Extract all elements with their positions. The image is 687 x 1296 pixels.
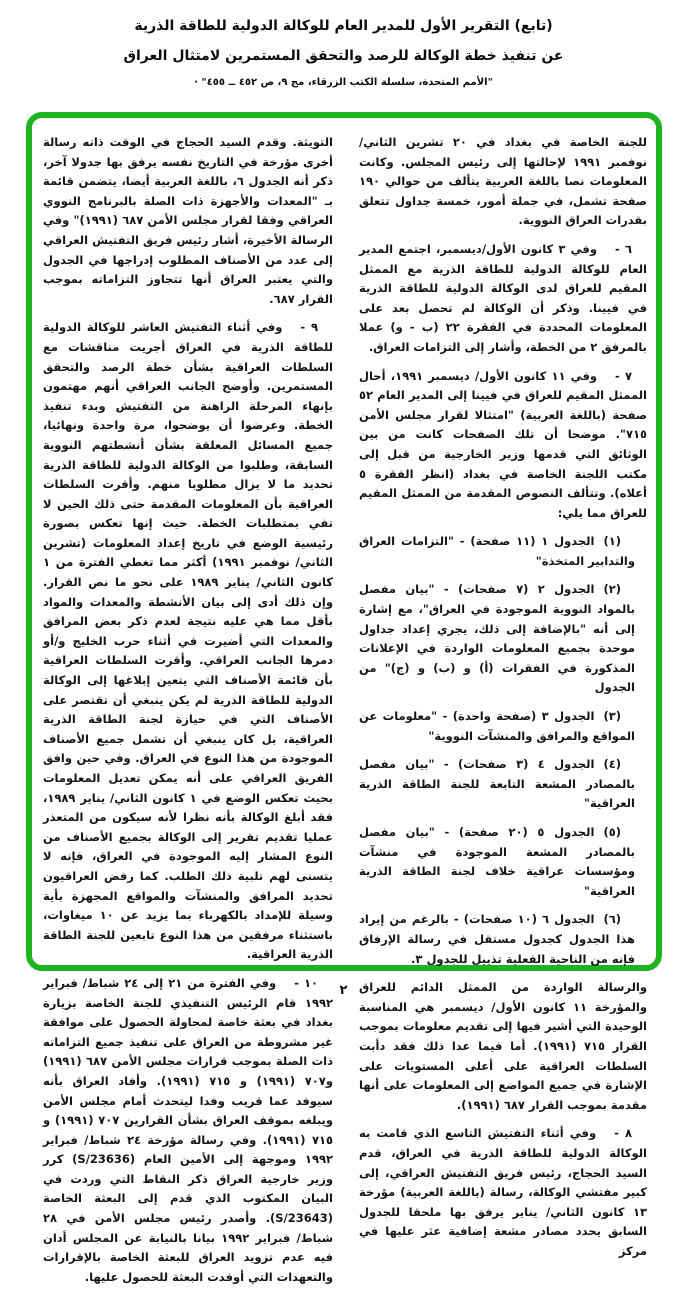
paragraph-continuation: [359, 133, 647, 231]
list-item-number: (٦): [603, 912, 621, 927]
report-header: [0, 18, 687, 88]
list-item-5: [359, 823, 647, 901]
list-item-text: الجدول ٦ (١٠ صفحات) - بالرغم من إيراد هذا الجدول كجدول مستقل في رسالة الإرفاق فإنه من الناحية الفعلية تذييل للجدول ٣.: [359, 912, 635, 966]
page-number: ٢: [339, 983, 348, 998]
paragraph-6: [359, 240, 647, 358]
list-item-number: (١): [603, 534, 621, 549]
list-item-number: (٥): [603, 825, 621, 839]
paragraph-7: [359, 367, 647, 524]
paragraph-text: وفي الفترة من ٢١ إلى ٢٤ شباط/ فبراير ١٩٩٢ قام الرئيس التنفيذي للجنة الخاصة بزيارة بغداد في بعثة خاصة لمحاولة الحصول على موافقة غير مشروطة من العراق على تنفيذ جميع التزاماته ذات الصلة بموجب قرارات مجلس الأمن ٦٨٧ (١٩٩١) و٧٠٧ (١٩٩١) و ٧١٥ (١٩٩١). وأفاد العراق بأنه سيوفد عما قريب وفدا ليتحدث أمام مجلس الأمن ويبلغه بموقف العراق بشأن القرارين ٧٠٧ (١٩٩١) و ٧١٥ (١٩٩١). وفي رسالة مؤرخة ٢٤ شباط/ فبراير ١٩٩٢ وموجهة إلى الأمين العام (S/23636) كرر وزير خارجية العراق ذكر النقاط التي وردت في البيان المكتوب الذي قدم إلى البعثة الخاصة (S/23643). وأصدر رئيس مجلس الأمن في ٢٨ شباط/ فبراير ١٩٩٢ بيانا بالنيابة عن المجلس أدان فيه عدم تزويد العراق للبعثة الخاصة بالإقرارات والتعهدات التي أوفدت البعثة للحصول عليها.: [43, 975, 334, 1284]
content-frame: [26, 112, 662, 1284]
paragraph-text: وفي أثناء التفتيش العاشر للوكالة الدولية للطاقة الذرية في العراق أجريت مناقشات مع السلطات العراقية بشأن خطة الرصد والتحقق المستمرين. وأوضح الجانب العراقي أنهم مهتمون بإنهاء المرحلة الراهنة من التفتيش وبدء تنفيذ الخطة. وعرضوا أن يوضحوا، مرة واحدة ونهائيا، جميع المسائل المعلقة بشأن أنشطتهم النووية السابقة، وطلبوا من الوكالة الدولية للطاقة الذرية تحديد ما لا يزال مطلوبا منهم. وأقرت السلطات العراقية بأن المعلومات المقدمة حتى ذلك الحين لا تفي بمتطلبات الخطة. حيث إنها تعكس بصورة رئيسية الوضع في تاريخ إعداد المعلومات (تشرين الثاني/ نوفمبر ١٩٩١) أكثر مما تغطي الفترة من ١ كانون الثاني/ يناير ١٩٨٩ على نحو ما نص القرار. وإن ذلك أدى إلى بيان الأنشطة والمعدات والمواد بأقل مما هي عليه نتيجة لعدم ذكر بعض المرافق والمعدات التي أضيرت في أثناء حرب الخليج و/أو دمرها الجانب العراقي. وأقرت السلطات العراقية بأن قائمة الأصناف التي يتعين إبلاغها إلى الوكالة الدولية للطاقة الذرية لم يكن ينبغي أن تقتصر على الأصناف التي في حيازة لجنة الطاقة الذرية العراقية، بل كان ينبغي أن تشمل جميع الأصناف الموجودة من هذا النوع في العراق. وفي حين وافق الفريق العراقي على أنه يمكن تعديل المعلومات بحيث تعكس الوضع في ١ كانون الثاني/ يناير ١٩٨٩، فقد أبلغ الوكالة بأنه نظرا لأنه سيكون من المتعذر عمليا تقديم تقرير إلى الوكالة بجميع الأصناف من النوع المشار إليه الموجودة في العراق، فإنه لا يتسنى لهم تلبية ذلك الطلب. كما رفض العراقيون تحديد المرافق والمنشآت والمواقع المجهزة بأية وسيلة للإمداد بالكهرباء بما يزيد عن ١٠ ميغاوات، باستثناء مرفقين من هذا النوع تابعين للجنة الطاقة الذرية العراقية.: [43, 320, 333, 962]
paragraph-text: للجنة الخاصة في بغداد في ٢٠ تشرين الثاني/ نوفمبر ١٩٩١ لإحالتها إلى رئيس المجلس. وكانت المعلومات نصا باللغة العربية يتألف من حوالي ١٩٠ صفحة تشمل، في جملة أمور، خمسة جداول تتعلق بقدرات العراق النووية.: [359, 135, 647, 228]
list-item-3: [359, 707, 647, 746]
list-item-6: [359, 910, 647, 969]
list-item-number: (٢): [603, 582, 621, 597]
paragraph-text: وفي ٣ كانون الأول/ديسمبر، اجتمع المدير العام للوكالة الدولية للطاقة الذرية مع الممثل المقيم للعراق لدى الوكالة الدولية للطاقة الذرية في فيينا. وذكر أن الوكالة لم تحصل بعد على المعلومات المحددة في الفقرة ٢٢ (ب - و) عملا بالمرفق ٢ من الخطة، وأشار إلى التزامات العراق.: [359, 241, 647, 354]
paragraph-number: ٨ -: [614, 1126, 632, 1141]
paragraph-text: والرسالة الواردة من الممثل الدائم للعراق والمؤرخة ١١ كانون الأول/ ديسمبر هي المناسبة الوحيدة التي أشير فيها إلى تقديم معلومات بموجب القرار ٧١٥ (١٩٩١). أما فيما عدا ذلك فقد دأبت السلطات العراقية على أعلى المستويات على الإشارة في جميع المواضع إلى المعلومات على أنها مقدمة بموجب القرار ٦٨٧ (١٩٩١).: [359, 980, 647, 1112]
header-title-line1: (تابع) التقرير الأول للمدير العام للوكالة الدولية للطاقة الذرية: [134, 18, 553, 34]
list-item-text: الجدول ٤ (٣ صفحات) - "بيان مفصل بالمصادر المشعة التابعة للجنة الطاقة الذرية العراقية": [359, 757, 635, 811]
paragraph-text: وفي ١١ كانون الأول/ ديسمبر ١٩٩١، أحال الممثل المقيم للعراق في فيينا إلى المدير العام ٥٢ صفحة (باللغة العربية) "امتثالا لقرار مجلس الأمن ٧١٥". موضحا أن تلك الصفحات كانت من بين الوثائق التي قدمها وزير الخارجية من قبل إلى مكتب اللجنة الخاصة في بغداد (انظر الفقرة ٥ أعلاه). وتتألف النصوص المقدمة من الممثل المقيم للعراق مما يلي:: [359, 368, 647, 520]
paragraph-number: ٧ -: [615, 368, 632, 383]
paragraph-10: [43, 974, 333, 1288]
paragraph-9: [43, 318, 333, 965]
list-item-4: [359, 755, 647, 814]
list-item-text: الجدول ٥ (٢٠ صفحة) - "بيان مفصل بالمصادر المشعة الموجودة في منشآت ومؤسسات عراقية خلاف لجنة الطاقة الذرية العراقية": [359, 825, 635, 898]
list-item-text: الجدول ٢ (٧ صفحات) - "بيان مفصل بالمواد النووية الموجودة في العراق"، مع إشارة إلى أنه "بالإضافة إلى ذلك، يجري إعداد جداول موحدة بجميع المعلومات الواردة في الإعلانات المذكورة في الفقرات (أ) و (ب) و (ج)" من الجدول: [359, 582, 635, 695]
header-source-line: "الأمم المتحدة، سلسلة الكتب الزرقاء، مج ٩، ص ٤٥٢ ــ ٤٥٥" ·: [194, 77, 493, 88]
list-item-text: الجدول ١ (١١ صفحة) - "التزامات العراق والتدابير المتخذة": [359, 534, 635, 568]
paragraph-8: [359, 1124, 647, 1261]
column-left: [43, 133, 333, 1296]
paragraph-number: ٩ -: [300, 320, 319, 335]
paragraph-text: التويثة. وقدم السيد الحجاج في الوقت ذاته رسالة أخرى مؤرخة في التاريخ نفسه يرفق بها جدولا آخر، ذكر أنه الجدول ٦، باللغة العربية أيضا، يتضمن قائمة بـ "المعدات والأجهزة ذات الصلة بالبرنامج النووي العراقي وفقا لقرار مجلس الأمن ٦٨٧ (١٩٩١)" وفي الرسالة الأخيرة، أشار رئيس فريق التفتيش العراقي إلى عدد من الأصناف المطلوب إدراجها في الجدول والتي يعتبر العراق أنها تتجاوز التزاماته بموجب القرار ٦٨٧.: [43, 135, 333, 306]
paragraph-number: ١٠ -: [294, 975, 319, 990]
paragraph-letter-note: [359, 978, 647, 1115]
paragraph-number: ٦ -: [614, 241, 632, 256]
header-title-line2: عن تنفيذ خطة الوكالة للرصد والتحقق المستمرين لامتثال العراق: [123, 47, 564, 64]
paragraph-continuation: [43, 133, 333, 309]
list-item-number: (٣): [603, 709, 621, 724]
list-item-number: (٤): [603, 757, 621, 772]
list-item-text: الجدول ٣ (صفحة واحدة) - "معلومات عن المواقع والمرافق والمنشآت النووية": [359, 709, 635, 743]
column-right: [359, 133, 647, 1270]
list-item-1: [359, 532, 647, 571]
list-item-2: [359, 580, 647, 698]
paragraph-text: وفي أثناء التفتيش التاسع الذي قامت به الوكالة الدولية للطاقة الذرية في العراق، قدم السيد الحجاج، رئيس فريق التفتيش العراقي، إلى كبير مفتشي الوكالة، رسالة (باللغة العربية) مؤرخة ١٣ كانون الثاني/ يناير يرفق بها ملحقا للجدول السابق يحدد مصادر مشعة إضافية عثر عليها في مركز: [359, 1126, 647, 1258]
